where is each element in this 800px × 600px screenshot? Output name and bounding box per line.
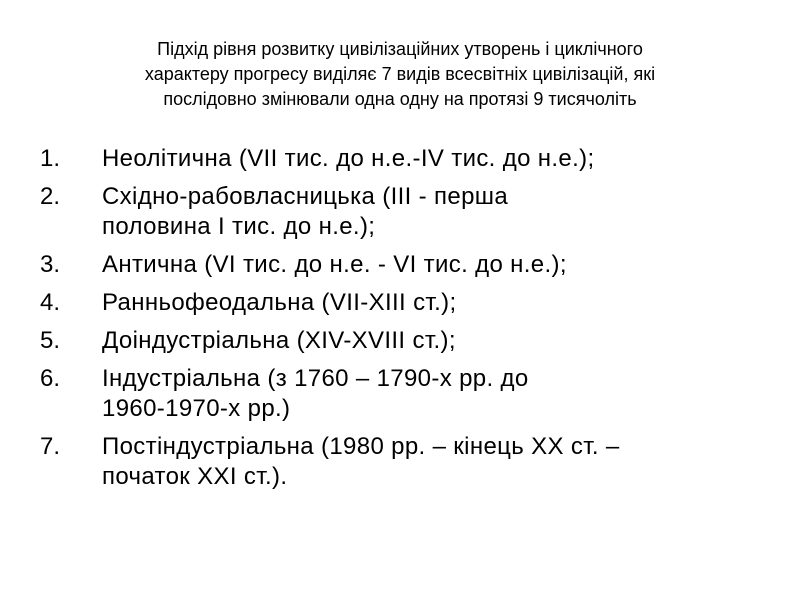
list-item-number: 2. (40, 183, 61, 210)
list-item-text (102, 250, 800, 280)
list-item-line: Доіндустріальна (XIV-XVIII ст.); (102, 327, 456, 354)
list-item-line: початок XXI ст.). (102, 463, 288, 490)
list-item-line: Антична (VI тис. до н.е. - VI тис. до н.е.); (102, 251, 567, 278)
title-line: Підхід рівня розвитку цивілізаційних утворень і циклічного (157, 39, 643, 59)
list-item (0, 432, 800, 492)
list-item-number: 5. (40, 327, 61, 354)
list-item-text (102, 364, 800, 424)
list-item-text (102, 182, 800, 242)
list-item (0, 250, 800, 280)
slide-title (40, 37, 760, 112)
civilizations-list (0, 144, 800, 500)
list-item-line: Східно-рабовласницька (III - перша (102, 183, 509, 210)
list-item-line: половина I тис. до н.е.); (102, 213, 376, 240)
list-item-number: 7. (40, 433, 61, 460)
list-item-number: 6. (40, 365, 61, 392)
list-item-number: 1. (40, 145, 61, 172)
list-item (0, 144, 800, 174)
list-item-number: 3. (40, 251, 61, 278)
list-item-text (102, 144, 800, 174)
list-item (0, 182, 800, 242)
list-item (0, 364, 800, 424)
list-item-line: Неолітична (VII тис. до н.е.-IV тис. до н.е.); (102, 145, 595, 172)
list-item-text (102, 288, 800, 318)
list-item-text (102, 432, 800, 492)
list-item (0, 326, 800, 356)
list-item-line: Ранньофеодальна (VII-XIII ст.); (102, 289, 457, 316)
list-item-line: Постіндустріальна (1980 рр. – кінець XX ст. – (102, 433, 620, 460)
list-item (0, 288, 800, 318)
list-item-text (102, 326, 800, 356)
list-item-line: 1960-1970-х рр.) (102, 395, 291, 422)
title-line: характеру прогресу виділяє 7 видів всесвітніх цивілізацій, які (144, 64, 656, 84)
list-item-number: 4. (40, 289, 61, 316)
title-line: послідовно змінювали одна одну на протязі 9 тисячоліть (163, 89, 637, 109)
list-item-line: Індустріальна (з 1760 – 1790-х рр. до (102, 365, 529, 392)
